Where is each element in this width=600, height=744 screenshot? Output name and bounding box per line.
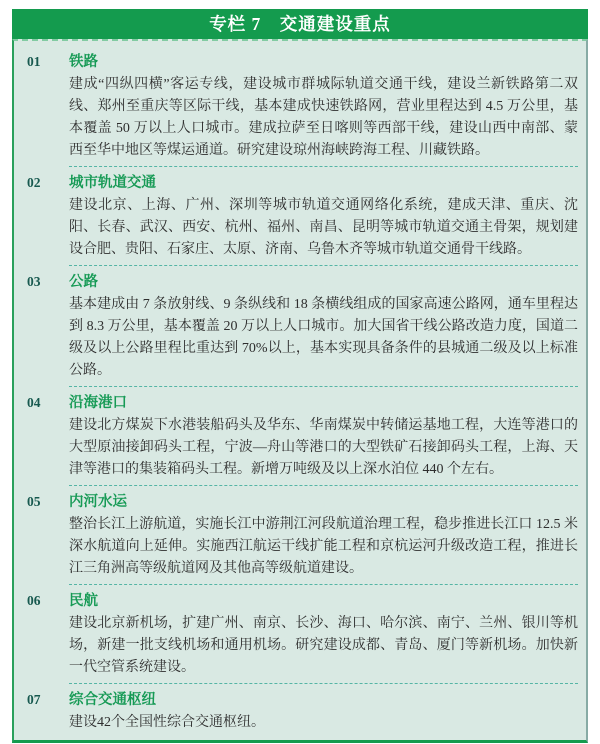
section-separator xyxy=(69,584,578,585)
section-07 xyxy=(27,688,578,734)
panel-body xyxy=(12,39,588,743)
section-number: 05 xyxy=(27,494,41,509)
section-heading-row xyxy=(27,391,578,415)
section-separator xyxy=(69,166,578,167)
section-heading-row xyxy=(27,270,578,294)
section-05 xyxy=(27,490,578,580)
section-02 xyxy=(27,171,578,261)
panel-header xyxy=(12,9,588,39)
section-03 xyxy=(27,270,578,382)
section-body-text: 建设42个全国性综合交通枢纽。 xyxy=(69,715,265,730)
section-number: 04 xyxy=(27,395,41,410)
section-body-text: 整治长江上游航道，实施长江中游荆江河段航道治理工程，稳步推进长江口 12.5 米深水航道向上延伸。实施西江航运干线扩能工程和京杭运河升级改造工程，推进长江三角洲高等级航道网及其他高等级航道建设。 xyxy=(69,517,578,576)
section-heading: 铁路 xyxy=(69,54,98,70)
section-body-text: 基本建成由 7 条放射线、9 条纵线和 18 条横线组成的国家高速公路网，通车里程达到 8.3 万公里，基本覆盖 20 万以上人口城市。加大国省干线公路改造力度，国道二级及以上公路里程比重达到 70%以上，基本实现具备条件的县城通二级及以上标准公路。 xyxy=(69,297,578,378)
section-heading: 公路 xyxy=(69,274,98,290)
section-body-text: 建设北京新机场，扩建广州、南京、长沙、海口、哈尔滨、南宁、兰州、银川等机场，新建一批支线机场和通用机场。研究建设成都、青岛、厦门等新机场。加快新一代空管系统建设。 xyxy=(69,616,578,675)
section-body-text: 建成“四纵四横”客运专线，建设城市群城际轨道交通干线，建设兰新铁路第二双线、郑州至重庆等区际干线，基本建成快速铁路网，营业里程达到 4.5 万公里，基本覆盖 50 万以上人口城市。建成拉萨至日喀则等西部干线，建设山西中南部、蒙西至华中地区等煤运通道。研究建设琼州海峡跨海工程、川藏铁路。 xyxy=(69,77,578,158)
section-body-text: 建设北京、上海、广州、深圳等城市轨道交通网络化系统，建成天津、重庆、沈阳、长春、武汉、西安、杭州、福州、南昌、昆明等城市轨道交通主骨架，规划建设合肥、贵阳、石家庄、太原、济南、乌鲁木齐等城市轨道交通骨干线路。 xyxy=(69,198,578,257)
section-separator xyxy=(69,265,578,266)
section-heading-row xyxy=(27,50,578,74)
section-number: 02 xyxy=(27,175,41,190)
section-heading-row xyxy=(27,589,578,613)
section-heading: 城市轨道交通 xyxy=(69,175,156,191)
section-number: 03 xyxy=(27,274,41,289)
section-separator xyxy=(69,386,578,387)
section-separator xyxy=(69,683,578,684)
section-number: 07 xyxy=(27,692,41,707)
section-heading: 综合交通枢纽 xyxy=(69,692,156,708)
section-heading-row xyxy=(27,171,578,195)
section-06 xyxy=(27,589,578,679)
panel-title: 专栏 7 交通建设重点 xyxy=(209,14,391,34)
section-number: 06 xyxy=(27,593,41,608)
section-separator xyxy=(69,485,578,486)
section-heading: 民航 xyxy=(69,593,98,609)
section-04 xyxy=(27,391,578,481)
section-heading: 内河水运 xyxy=(69,494,127,510)
section-body-text: 建设北方煤炭下水港装船码头及华东、华南煤炭中转储运基地工程，大连等港口的大型原油接卸码头工程，宁波—舟山等港口的大型铁矿石接卸码头工程，上海、天津等港口的集装箱码头工程。新增万吨级及以上深水泊位 440 个左右。 xyxy=(69,418,578,477)
section-heading-row xyxy=(27,688,578,712)
section-heading: 沿海港口 xyxy=(69,395,127,411)
section-01 xyxy=(27,50,578,162)
box-7-panel xyxy=(12,9,588,743)
section-number: 01 xyxy=(27,54,41,69)
section-heading-row xyxy=(27,490,578,514)
